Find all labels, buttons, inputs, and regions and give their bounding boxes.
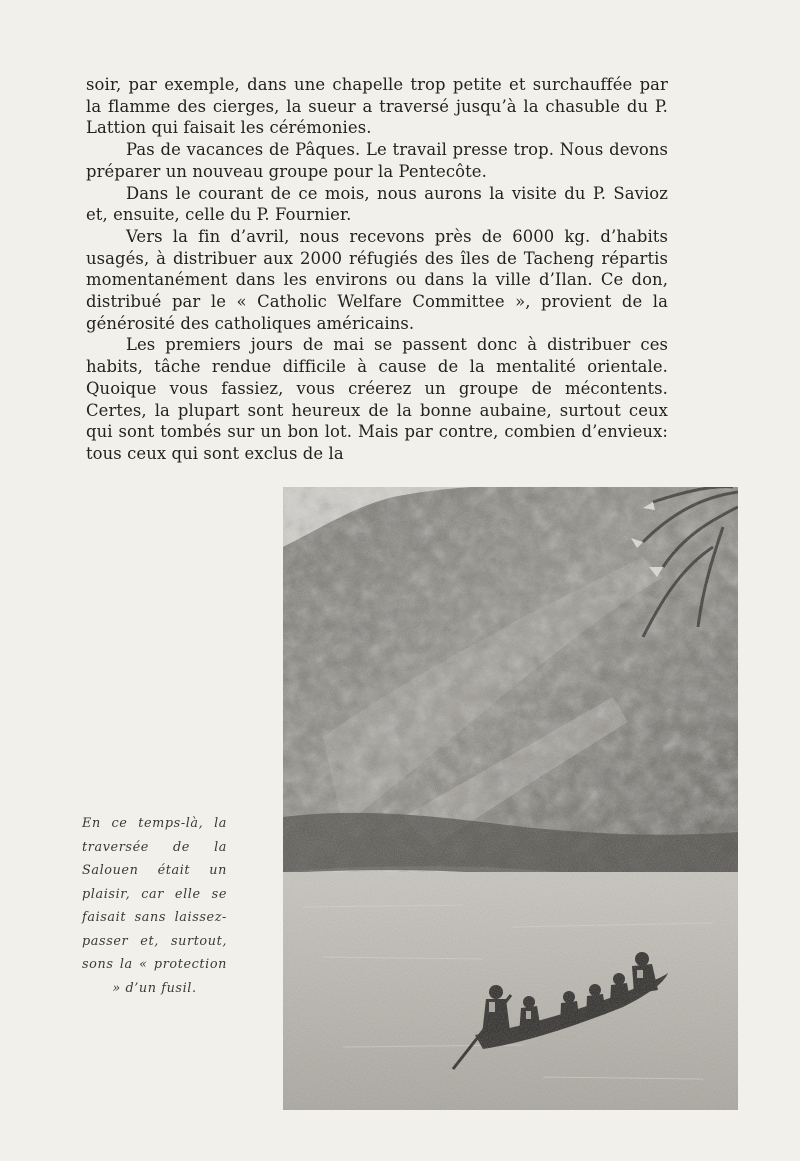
paragraph-3: Dans le courant de ce mois, nous aurons la visite du P. Savioz et, ensuite, celle du P. Fournier. — [86, 183, 668, 225]
body-text — [86, 74, 668, 465]
paragraph-5: Les premiers jours de mai se passent donc à distribuer ces habits, tâche rendue difficile à cause de la mentalité orientale. Quoique vous fassiez, vous créerez un groupe de mécontents. Certes, la plupart sont heureux de la bonne aubaine, surtout ceux qui sont tombés sur un bon lot. Mais par contre, combien d’envieux: tous ceux qui sont exclus de la — [86, 335, 668, 463]
photo-caption: En ce temps-là, la traversée de la Salouen était un plaisir, car elle se faisait sans laissez-passer et, surtout, sons la « protection » d’un fusil. — [82, 816, 227, 996]
paragraph-4: Vers la fin d’avril, nous recevons près de 6000 kg. d’habits usagés, à distribuer aux 2000 réfugiés des îles de Tacheng répartis momentanément dans les environs ou dans la ville d’Ilan. Ce don, distribué par le « Catholic Welfare Committee », provient de la générosité des catholiques américains. — [86, 226, 668, 333]
paragraph-1: soir, par exemple, dans une chapelle trop petite et surchauffée par la flamme des cierges, la sueur a traversé jusqu’à la chasuble du P. Lattion qui faisait les cérémonies. — [86, 75, 668, 138]
paragraph-2: Pas de vacances de Pâques. Le travail presse trop. Nous devons préparer un nouveau groupe pour la Pentecôte. — [86, 140, 668, 181]
river-crossing-photo — [283, 487, 738, 1110]
